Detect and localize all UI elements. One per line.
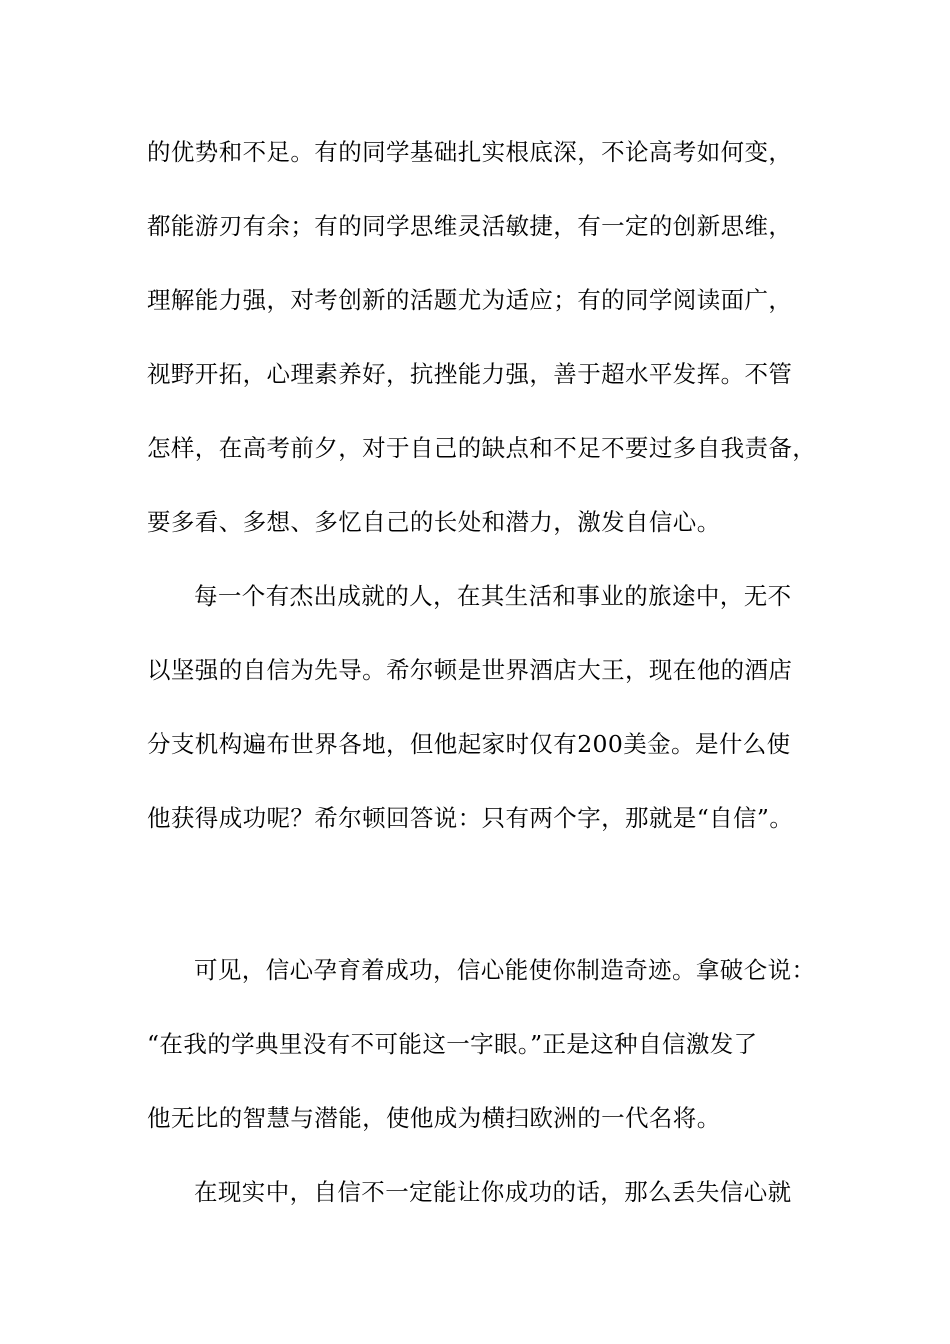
text-line-8: 以坚强的自信为先导。希尔顿是世界酒店大王，现在他的酒店 [147,656,793,684]
text-line-4: 视野开拓，心理素养好，抗挫能力强，善于超水平发挥。不管 [147,360,793,388]
text-line-6: 要多看、多想、多忆自己的长处和潜力，激发自信心。 [147,508,721,536]
paragraph-start-line: 可见，信心孕育着成功，信心能使你制造奇迹。拿破仑说： [194,956,816,984]
paragraph-start-line: 在现实中，自信不一定能让你成功的话，那么丢失信心就 [194,1178,792,1206]
paragraph-start-line: 每一个有杰出成就的人，在其生活和事业的旅途中，无不 [194,582,792,610]
text-line-10: 他获得成功呢？希尔顿回答说：只有两个字，那就是“自信”。 [147,804,794,832]
text-line-1: 的优势和不足。有的同学基础扎实根底深，不论高考如何变， [147,138,793,166]
text-line-9: 分支机构遍布世界各地，但他起家时仅有200美金。是什么使 [147,730,791,758]
text-line-2: 都能游刃有余；有的同学思维灵活敏捷，有一定的创新思维， [147,212,793,240]
text-line-13: 他无比的智慧与潜能，使他成为横扫欧洲的一代名将。 [147,1104,721,1132]
text-line-3: 理解能力强，对考创新的活题尤为适应；有的同学阅读面广， [147,286,793,314]
text-line-12: “在我的学典里没有不可能这一字眼。”正是这种自信激发了 [147,1030,758,1058]
text-line-5: 怎样，在高考前夕，对于自己的缺点和不足不要过多自我责备， [147,434,817,462]
